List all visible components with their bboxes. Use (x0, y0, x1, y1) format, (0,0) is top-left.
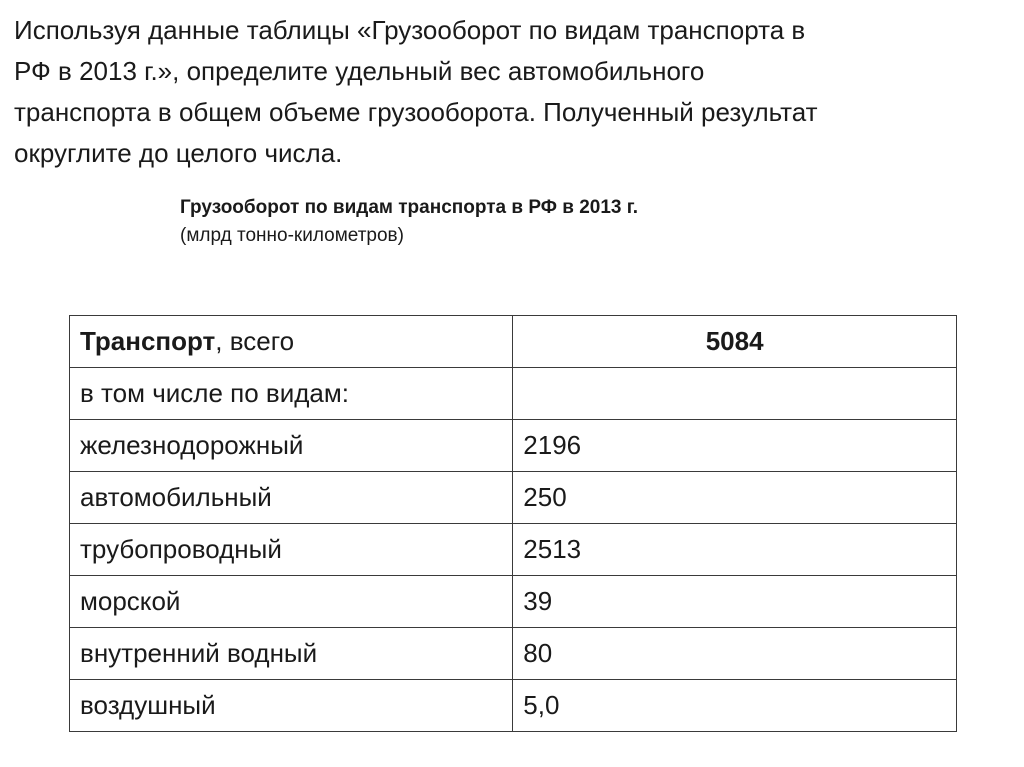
table-row-total (70, 316, 957, 368)
table-cell-value: 5,0 (513, 680, 957, 732)
total-label-bold: Транспорт (80, 326, 216, 356)
task-line: транспорта в общем объеме грузооборота. Полученный результат (14, 97, 818, 127)
table-cell-label: воздушный (70, 680, 513, 732)
table-cell-value: 2513 (513, 524, 957, 576)
table-row (70, 472, 957, 524)
task-line: округлите до целого числа. (14, 138, 343, 168)
table-row (70, 680, 957, 732)
table-cell-label: трубопроводный (70, 524, 513, 576)
table-cell-label: внутренний водный (70, 628, 513, 680)
task-text (14, 10, 1014, 174)
table-cell-label: автомобильный (70, 472, 513, 524)
table-row (70, 420, 957, 472)
total-label-rest: , всего (215, 326, 295, 356)
table-cell-label: в том числе по видам: (70, 368, 513, 420)
table-cell-total-value: 5084 (513, 316, 957, 368)
table-row (70, 524, 957, 576)
table-cell-value: 250 (513, 472, 957, 524)
task-line: Используя данные таблицы «Грузооборот по видам транспорта в (14, 15, 806, 45)
table-units: (млрд тонно-километров) (180, 225, 404, 246)
table-cell-value: 2196 (513, 420, 957, 472)
freight-table (69, 315, 957, 732)
table-row (70, 628, 957, 680)
table-cell-value: 80 (513, 628, 957, 680)
task-line: РФ в 2013 г.», определите удельный вес автомобильного (14, 56, 705, 86)
table-cell-value: 39 (513, 576, 957, 628)
table-cell-label (70, 316, 513, 368)
table-row (70, 368, 957, 420)
table-cell-value (513, 368, 957, 420)
table-title: Грузооборот по видам транспорта в РФ в 2013 г. (180, 197, 639, 218)
table-caption (180, 193, 638, 249)
table-cell-label: железнодорожный (70, 420, 513, 472)
table-cell-label: морской (70, 576, 513, 628)
table-row (70, 576, 957, 628)
